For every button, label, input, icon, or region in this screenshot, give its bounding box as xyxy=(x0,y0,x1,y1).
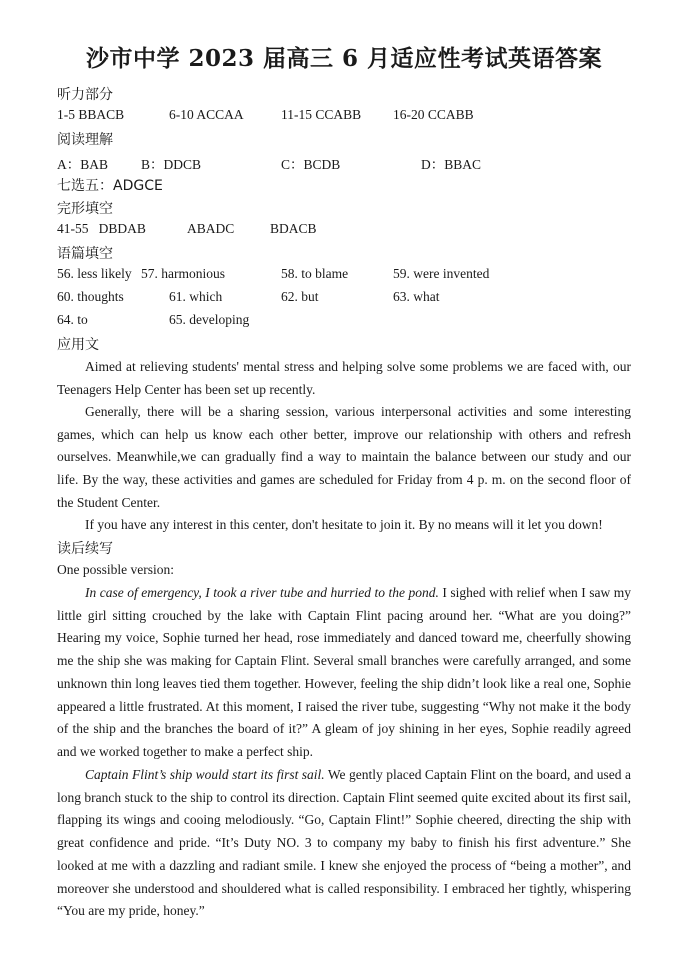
grammar-heading: 语篇填空 xyxy=(57,246,113,262)
page-title: 沙市中学 2023 届高三 6 月适应性考试英语答案 xyxy=(85,45,603,72)
continuation-paragraph xyxy=(57,582,631,764)
grammar-answer: 60. thoughts xyxy=(57,289,124,304)
reading-heading: 阅读理解 xyxy=(57,132,113,148)
grammar-answer: 59. were invented xyxy=(393,266,490,281)
listening-answer: 16-20 CCABB xyxy=(393,107,474,122)
grammar-answer: 64. to xyxy=(57,312,88,327)
listening-answer: 1-5 BBACB xyxy=(57,107,125,122)
application-paragraph: Aimed at relieving students' mental stress and helping solve some problems we are faced with, our Teenagers Help Center has been set up recently. xyxy=(57,359,631,397)
reading-answer: A：BAB xyxy=(57,157,109,172)
listening-answer: 6-10 ACCAA xyxy=(169,107,244,122)
cloze-answer: BDACB xyxy=(270,221,317,236)
cloze-heading: 完形填空 xyxy=(57,201,113,217)
listening-heading: 听力部分 xyxy=(57,87,113,103)
application-paragraph: Generally, there will be a sharing session, various interpersonal activities and some interesting games, which can help us know each other better, improve our relationship with others and refresh ourselves. Meanwhile,we can gradually find a way to maintain the balance between our study and our life. By the way, these activities and games are scheduled for Friday from 4 p. m. on the second floor of the Student Center. xyxy=(57,404,631,510)
cloze-answer: ABADC xyxy=(187,221,235,236)
application-paragraph: If you have any interest in this center, don't hesitate to join it. By no means will it let you down! xyxy=(85,517,603,532)
reading-answer: B：DDCB xyxy=(141,157,202,172)
application-heading: 应用文 xyxy=(57,337,99,353)
seven-choose-five-answers: 七选五：ADGCE xyxy=(57,178,163,194)
continuation-body: I sighed with relief when I saw my little girl sitting crouched by the lake with Captain Flint pacing around her. “What are you doing?” Hearing my voice, Sophie turned her head, rose immediately and danced toward me, cheerfully showing me the ship she was making for Captain Flint. Several small branches were carefully arranged, and some unknown thin long leaves tied them together. However, feeling the ship didn’t look like a real one, Sophie appeared a little frustrated. At this moment, I raised the river tube, suggesting “Why not make it the body of the ship and the branches the board of it?” A gleam of joy shining in her eyes, Sophie readily agreed and we worked together to make a perfect ship. xyxy=(57,585,631,759)
grammar-answer: 56. less likely xyxy=(57,266,132,281)
listening-answer: 11-15 CCABB xyxy=(281,107,362,122)
grammar-answer: 58. to blame xyxy=(281,266,349,281)
continuation-body: We gently placed Captain Flint on the board, and used a long branch stuck to the ship to control its direction. Captain Flint seemed quite excited about its first sail, flapping its wings and cooing melodiously. “Go, Captain Flint!” Sophie cheered, directing the ship with great confidence and pride. “It’s Duty NO. 3 to company my baby to finish his first adventure.” She looked at me with a dazzling and radiant smile. I knew she enjoyed the process of “being a mother”, and moreover she understood and shouldered what is called responsibility. I embraced her tightly, whispering “You are my pride, honey.” xyxy=(57,767,631,919)
continuation-heading: 读后续写 xyxy=(57,541,113,557)
continuation-lead-sentence: Captain Flint’s ship would start its first sail. xyxy=(85,767,325,782)
continuation-intro: One possible version: xyxy=(57,562,174,577)
continuation-lead-sentence: In case of emergency, I took a river tube and hurried to the pond. xyxy=(85,585,439,600)
reading-answer: C：BCDB xyxy=(281,157,341,172)
grammar-answer: 57. harmonious xyxy=(141,266,225,281)
grammar-answer: 61. which xyxy=(169,289,223,304)
reading-answer: D：BBAC xyxy=(421,157,482,172)
cloze-answer: 41-55 DBDAB xyxy=(57,221,146,236)
grammar-answer: 63. what xyxy=(393,289,440,304)
grammar-answer: 65. developing xyxy=(169,312,250,327)
grammar-answer: 62. but xyxy=(281,289,319,304)
continuation-paragraph xyxy=(57,764,631,923)
